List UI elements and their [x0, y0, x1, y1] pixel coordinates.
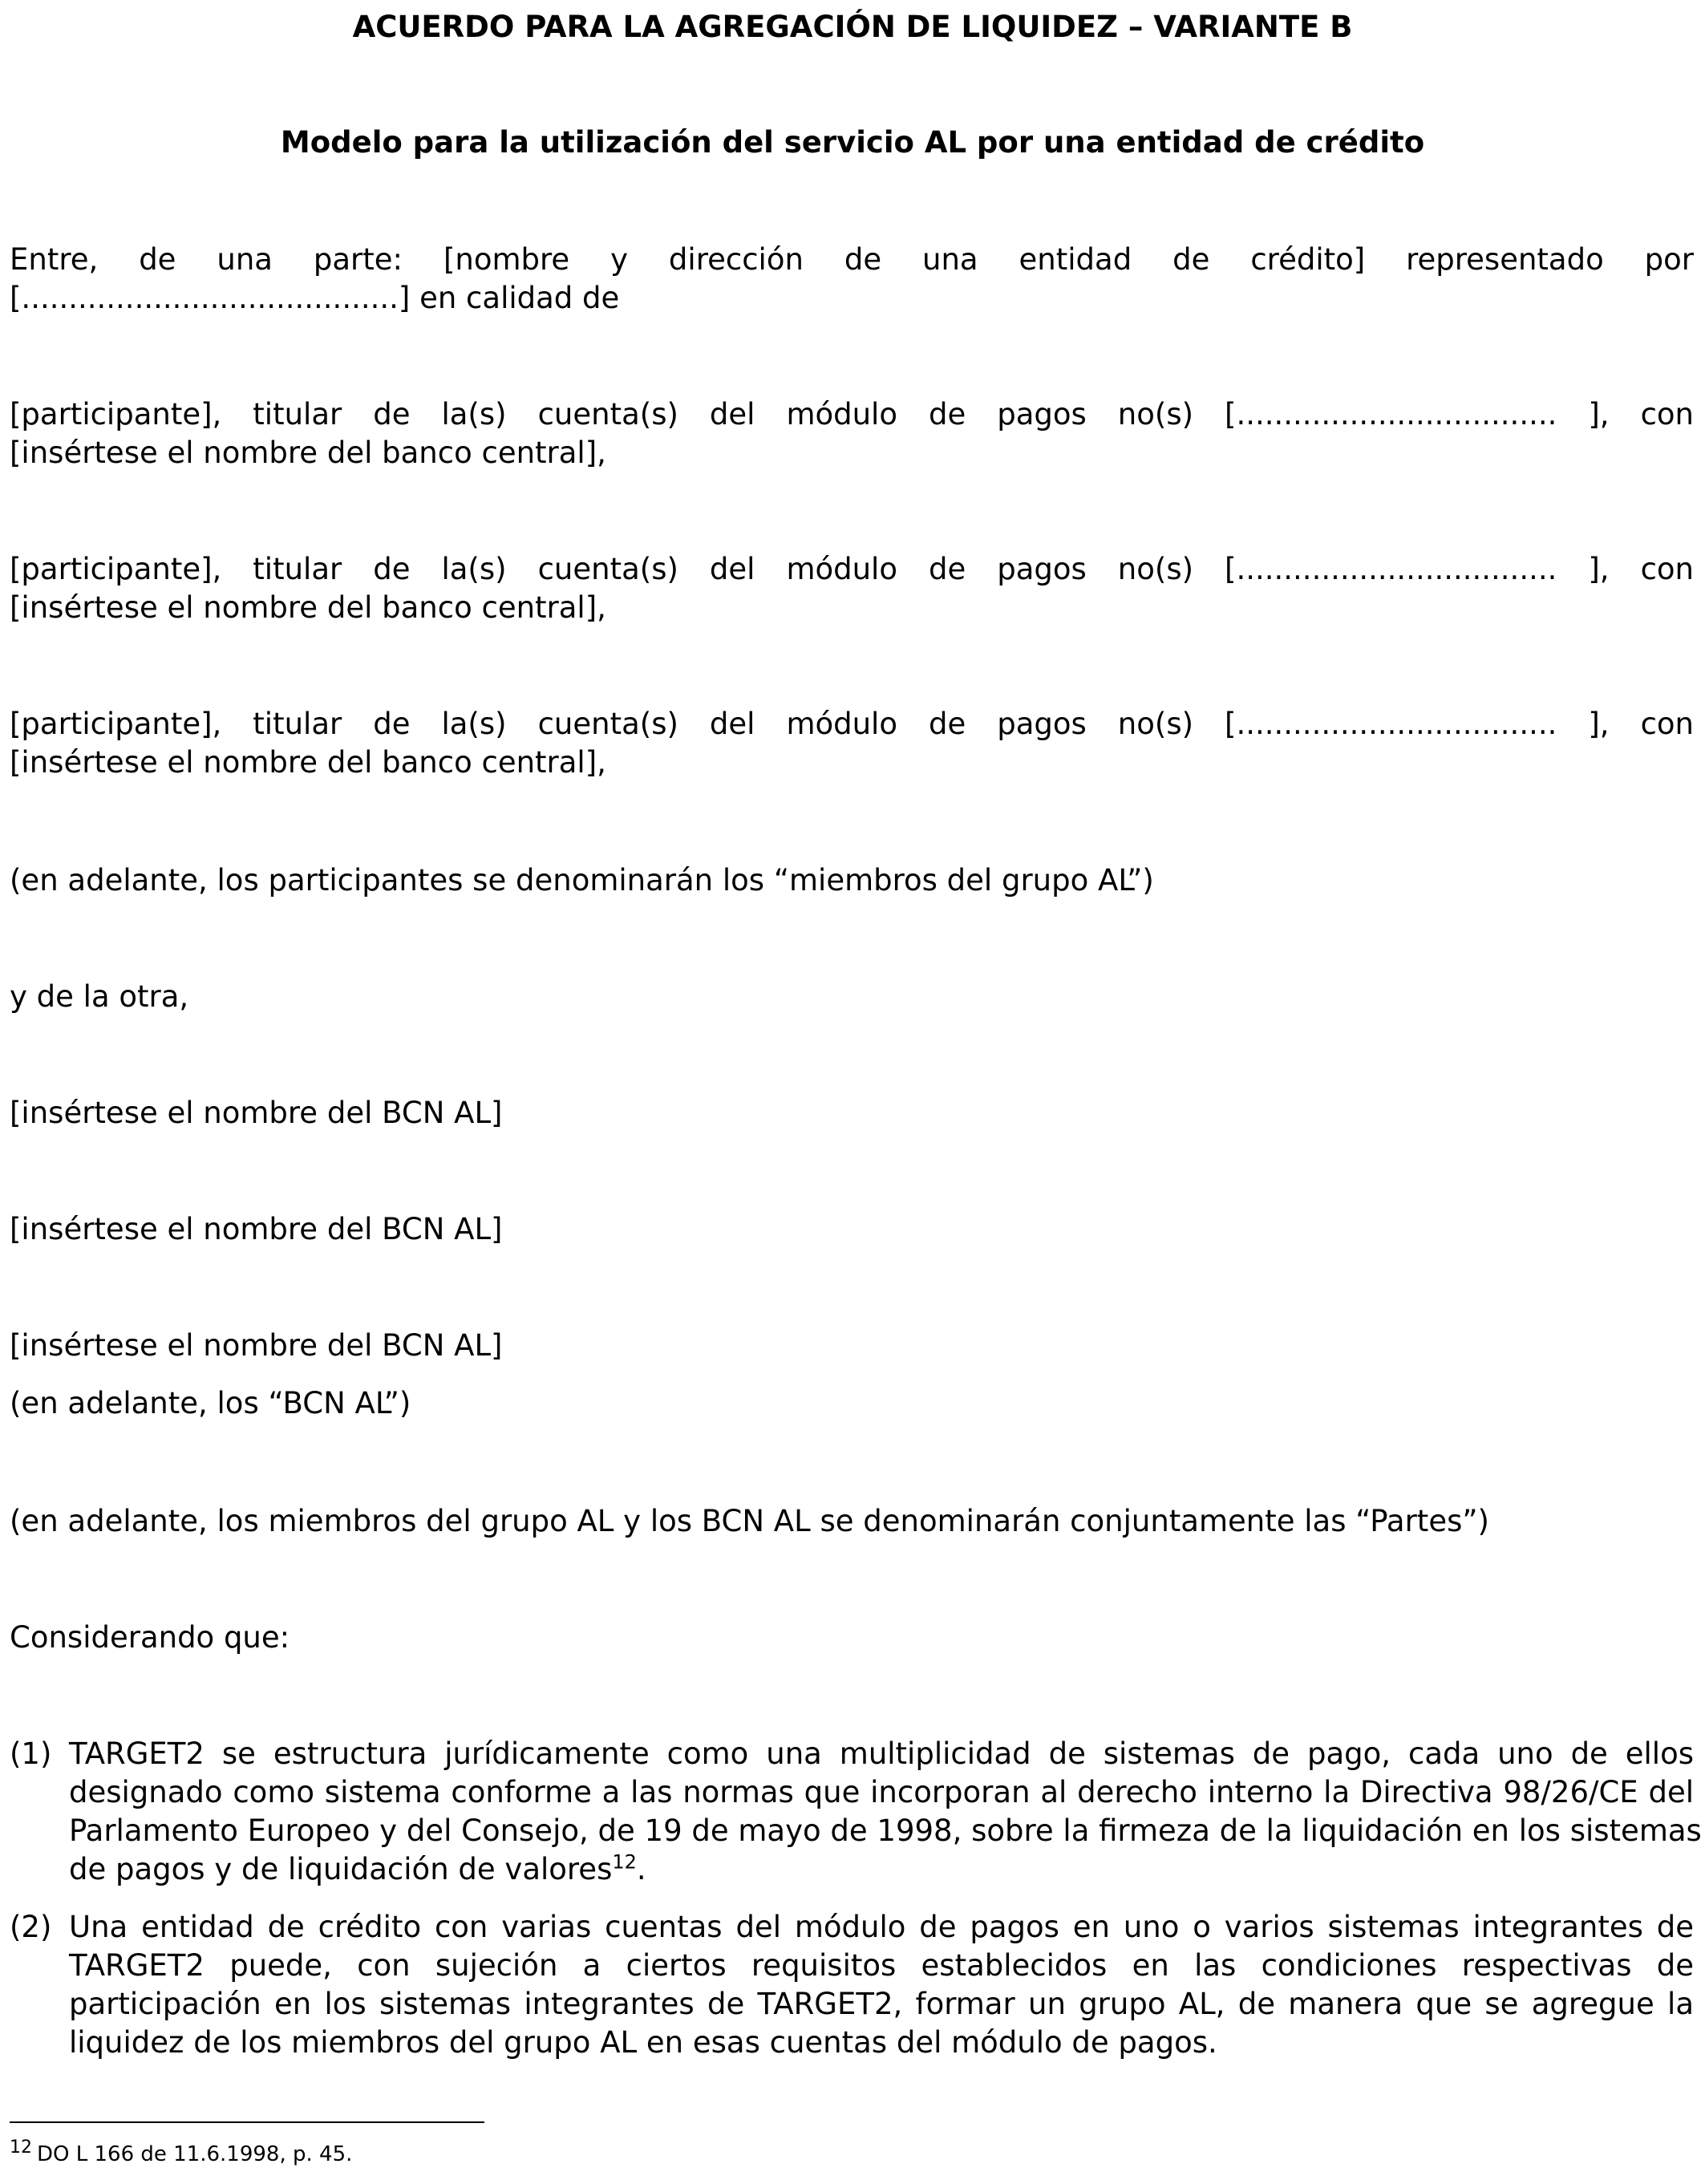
recital-number: (1) [10, 1736, 52, 1771]
recital-line-end: . [636, 1852, 646, 1886]
document-subtitle: Modelo para la utilización del servicio AL por una entidad de crédito [280, 125, 1425, 160]
recital-line-last [69, 1850, 1694, 1889]
recital-body [69, 1908, 1694, 2062]
participant-3-line-2: [insértese el nombre del banco central], [10, 745, 606, 780]
bcn-entry-1: [insértese el nombre del BCN AL] [10, 1096, 503, 1130]
participant-2-line-2: [insértese el nombre del banco central], [10, 590, 606, 625]
participant-2-line-1: [participante], titular de la(s) cuenta(s) del módulo de pagos no(s) [.................................. ], con [10, 552, 1694, 586]
footnote-number: 12 [10, 2137, 32, 2158]
participant-3-line-1: [participante], titular de la(s) cuenta(s) del módulo de pagos no(s) [.................................. ], con [10, 707, 1694, 741]
bcn-note: (en adelante, los “BCN AL”) [10, 1386, 411, 1420]
recital-line: participación en los sistemas integrantes de TARGET2, formar un grupo AL, de manera que se agregue la [69, 1987, 1694, 2021]
considering-heading: Considerando que: [10, 1620, 290, 1655]
intro-line-2: [........................................] en calidad de [10, 281, 620, 315]
participants-note: (en adelante, los participantes se denominarán los “miembros del grupo AL”) [10, 863, 1154, 898]
recital-line: designado como sistema conforme a las normas que incorporan al derecho interno la Directiva 98/26/CE del [69, 1775, 1694, 1809]
intro-line-1: Entre, de una parte: [nombre y dirección de una entidad de crédito] representado por [10, 242, 1694, 277]
recital-line: TARGET2 se estructura jurídicamente como una multiplicidad de sistemas de pago, cada uno de ellos [69, 1736, 1694, 1771]
bcn-entry-3: [insértese el nombre del BCN AL] [10, 1328, 503, 1363]
footnote [10, 2137, 353, 2169]
recital-line-text: de pagos y de liquidación de valores [69, 1852, 613, 1886]
recital-line: TARGET2 puede, con sujeción a ciertos requisitos establecidos en las condiciones respectivas de [69, 1948, 1694, 1983]
participant-1-line-2: [insértese el nombre del banco central], [10, 436, 606, 470]
recital-line: liquidez de los miembros del grupo AL en esas cuentas del módulo de pagos. [69, 2025, 1217, 2060]
other-party-text: y de la otra, [10, 979, 189, 1014]
recital-line: Una entidad de crédito con varias cuentas del módulo de pagos en uno o varios sistemas integrantes de [69, 1910, 1694, 1944]
parties-note: (en adelante, los miembros del grupo AL y los BCN AL se denominarán conjuntamente las “Partes”) [10, 1504, 1489, 1538]
recital-body [69, 1735, 1702, 1889]
recital-line: Parlamento Europeo y del Consejo, de 19 de mayo de 1998, sobre la firmeza de la liquidación en los sistemas [69, 1813, 1702, 1848]
footnote-divider [10, 2121, 484, 2123]
footnote-text: DO L 166 de 11.6.1998, p. 45. [37, 2142, 353, 2166]
footnote-reference: 12 [612, 1850, 637, 1874]
document-title: ACUERDO PARA LA AGREGACIÓN DE LIQUIDEZ – VARIANTE B [352, 10, 1353, 44]
participant-1-line-1: [participante], titular de la(s) cuenta(s) del módulo de pagos no(s) [.................................. ], con [10, 397, 1694, 432]
recital-number: (2) [10, 1910, 52, 1944]
bcn-entry-2: [insértese el nombre del BCN AL] [10, 1212, 503, 1246]
